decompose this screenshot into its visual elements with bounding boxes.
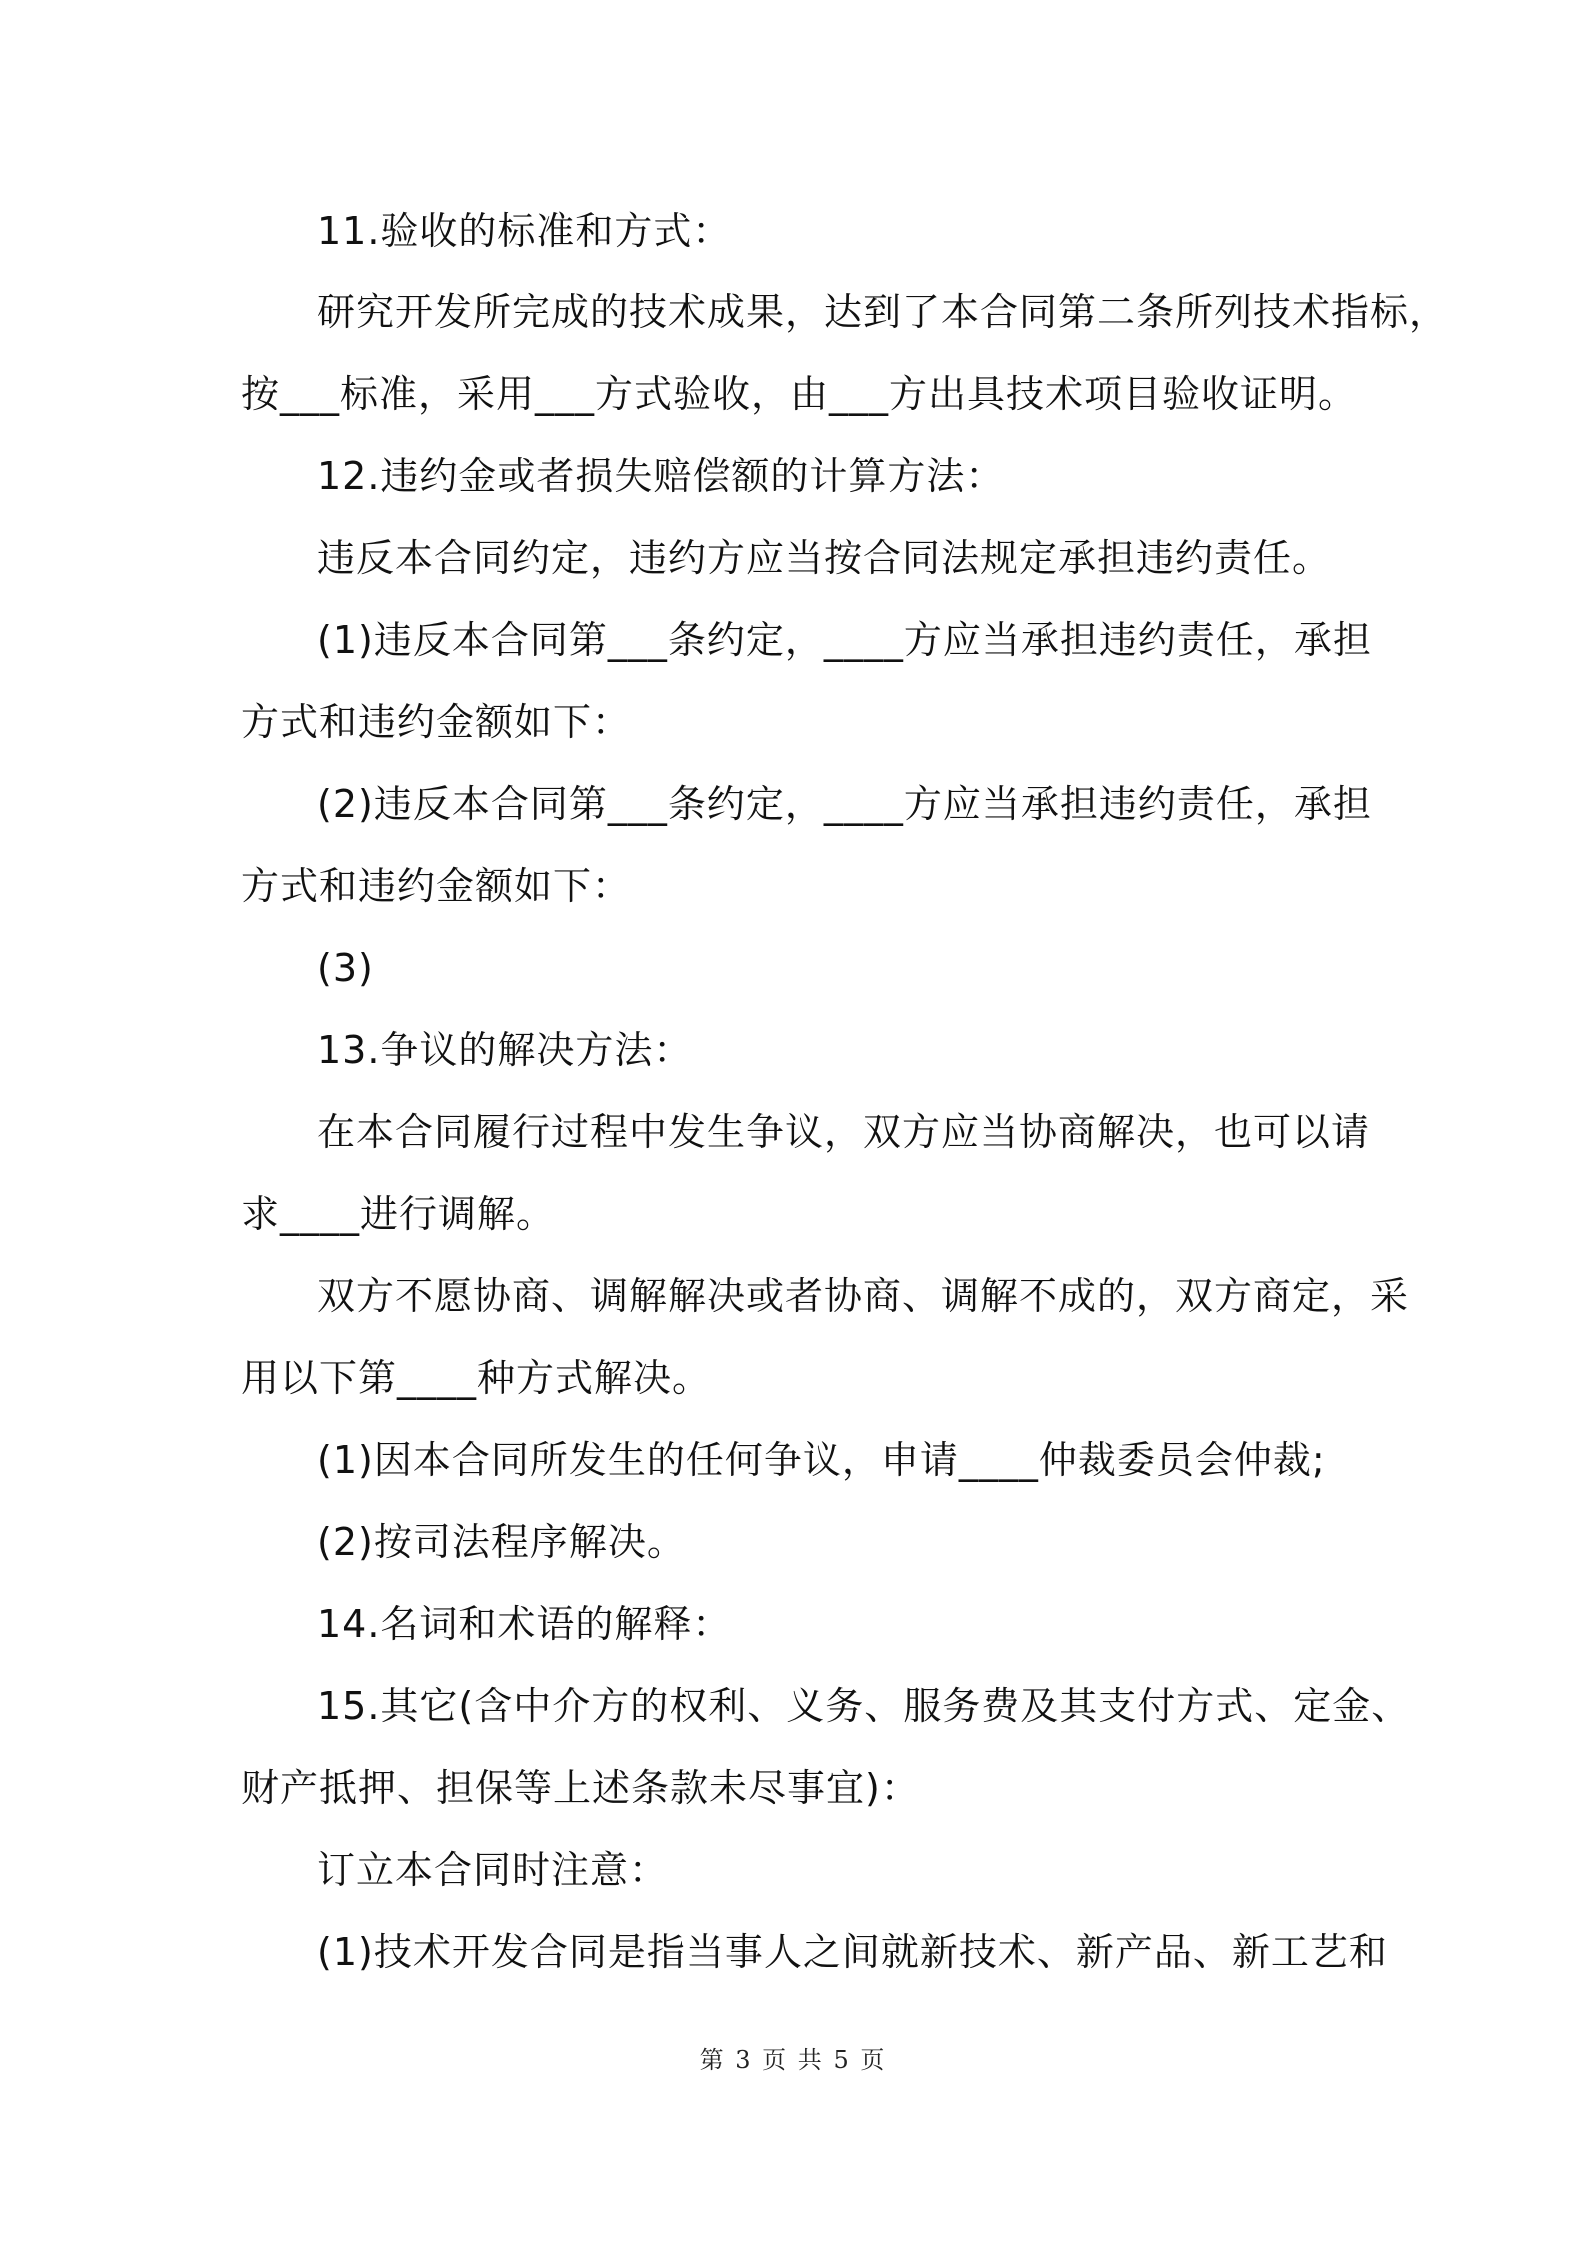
paragraph-line: 按___标准，采用___方式验收，由___方出具技术项目验收证明。 (241, 372, 1358, 416)
paragraph-line: 双方不愿协商、调解解决或者协商、调解不成的，双方商定，采 (317, 1274, 1410, 1318)
list-item: (2)按司法程序解决。 (317, 1520, 686, 1564)
paragraph-line: 违反本合同约定，违约方应当按合同法规定承担违约责任。 (317, 536, 1332, 580)
paragraph-line: 研究开发所完成的技术成果，达到了本合同第二条所列技术指标， (317, 290, 1449, 334)
section-13-heading: 13.争议的解决方法： (317, 1028, 693, 1072)
list-item: (3) (317, 946, 374, 990)
section-14-heading: 14.名词和术语的解释： (317, 1602, 732, 1646)
paragraph-line: 订立本合同时注意： (317, 1848, 669, 1892)
section-11-heading: 11.验收的标准和方式： (317, 209, 732, 253)
paragraph-line: 方式和违约金额如下： (241, 864, 632, 908)
paragraph-line: 用以下第____种方式解决。 (241, 1356, 712, 1400)
list-item: (1)违反本合同第___条约定，____方应当承担违约责任，承担 (317, 618, 1372, 662)
page-number-footer: 第 3 页 共 5 页 (699, 2046, 887, 2074)
paragraph-line: 在本合同履行过程中发生争议，双方应当协商解决，也可以请 (317, 1110, 1371, 1154)
section-15-heading: 15.其它(含中介方的权利、义务、服务费及其支付方式、定金、 (317, 1684, 1411, 1728)
list-item: (2)违反本合同第___条约定，____方应当承担违约责任，承担 (317, 782, 1372, 826)
list-item: (1)因本合同所发生的任何争议，申请____仲裁委员会仲裁; (317, 1438, 1326, 1482)
list-item: (1)技术开发合同是指当事人之间就新技术、新产品、新工艺和 (317, 1930, 1388, 1974)
paragraph-line: 方式和违约金额如下： (241, 700, 632, 744)
paragraph-line: 财产抵押、担保等上述条款未尽事宜)： (241, 1766, 920, 1810)
paragraph-line: 求____进行调解。 (241, 1192, 556, 1236)
section-12-heading: 12.违约金或者损失赔偿额的计算方法： (317, 454, 1005, 498)
